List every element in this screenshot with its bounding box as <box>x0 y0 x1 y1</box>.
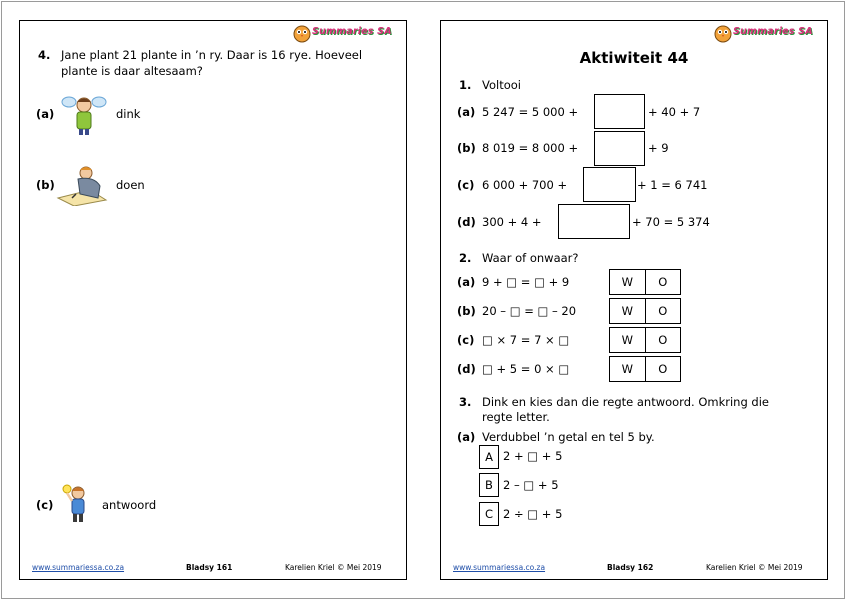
footer-author: Karelien Kriel © Mei 2019 <box>285 563 382 572</box>
q2b-label: (b) <box>457 304 476 318</box>
q3a-text: Verdubbel ’n getal en tel 5 by. <box>482 430 655 444</box>
q2c-label: (c) <box>457 333 475 347</box>
logo-text: Summaries SA <box>312 26 392 37</box>
page-161 <box>19 20 407 580</box>
footer-author: Karelien Kriel © Mei 2019 <box>706 563 803 572</box>
q2c-false-option[interactable]: O <box>645 328 681 352</box>
q2d-false-option[interactable]: O <box>645 357 681 381</box>
q2c-true-false-choice <box>609 327 681 353</box>
question-text-line-2: plante is daar altesaam? <box>61 64 203 78</box>
q3-text-line-1: Dink en kies dan die regte antwoord. Omkring die <box>482 395 769 409</box>
q1d-answer-box[interactable] <box>558 204 630 239</box>
option-c-letter[interactable]: C <box>479 502 499 526</box>
step-label-a: (a) <box>36 107 55 121</box>
q2d-expression: □ + 5 = 0 × □ <box>482 362 570 376</box>
q1b-before: 8 019 = 8 000 + <box>482 141 579 155</box>
q2a-false-option[interactable]: O <box>645 270 681 294</box>
q1d-before: 300 + 4 + <box>482 215 542 229</box>
q2c-expression: □ × 7 = 7 × □ <box>482 333 570 347</box>
summaries-sa-logo <box>292 23 400 45</box>
step-text-b: doen <box>116 178 145 192</box>
step-text-c: antwoord <box>102 498 157 512</box>
footer-page-number: Bladsy 161 <box>186 563 233 572</box>
idea-boy-icon <box>62 483 92 525</box>
q2-number: 2. <box>459 251 472 265</box>
q1c-answer-box[interactable] <box>583 167 636 202</box>
q1c-label: (c) <box>457 178 475 192</box>
q2a-true-false-choice <box>609 269 681 295</box>
question-text-line-1: Jane plant 21 plante in ’n ry. Daar is 16 rye. Hoeveel <box>61 48 363 62</box>
q1b-after: + 9 <box>648 141 669 155</box>
q2d-true-false-choice <box>609 356 681 382</box>
logo-text: Summaries SA <box>733 26 813 37</box>
q2c-true-option[interactable]: W <box>621 333 633 347</box>
q1a-after: + 40 + 7 <box>648 105 701 119</box>
summaries-sa-logo <box>713 23 821 45</box>
step-label-c: (c) <box>36 498 54 512</box>
q1-number: 1. <box>459 78 472 92</box>
thinking-boy-icon <box>60 93 108 135</box>
q1a-before: 5 247 = 5 000 + <box>482 105 579 119</box>
q2d-true-option[interactable]: W <box>621 362 633 376</box>
q3a-label: (a) <box>457 430 476 444</box>
footer-website-link[interactable]: www.summariessa.co.za <box>32 563 125 572</box>
step-label-b: (b) <box>36 178 55 192</box>
q3-number: 3. <box>459 395 472 409</box>
q2b-false-option[interactable]: O <box>645 299 681 323</box>
option-b-expression: 2 – □ + 5 <box>503 478 559 492</box>
owl-mascot-icon <box>292 23 312 45</box>
option-c-expression: 2 ÷ □ + 5 <box>503 507 563 521</box>
q2d-label: (d) <box>457 362 476 376</box>
q2b-expression: 20 – □ = □ – 20 <box>482 304 577 318</box>
option-a-expression: 2 + □ + 5 <box>503 449 563 463</box>
page-162 <box>440 20 828 580</box>
q1b-answer-box[interactable] <box>594 131 645 166</box>
option-b-letter[interactable]: B <box>479 473 499 497</box>
q1c-after: + 1 = 6 741 <box>637 178 708 192</box>
owl-mascot-icon <box>713 23 733 45</box>
q2a-true-option[interactable]: W <box>621 275 633 289</box>
q2a-label: (a) <box>457 275 476 289</box>
q2a-expression: 9 + □ = □ + 9 <box>482 275 570 289</box>
activity-title: Aktiwiteit 44 <box>579 49 689 67</box>
question-number: 4. <box>38 48 51 62</box>
footer-website-link[interactable]: www.summariessa.co.za <box>453 563 546 572</box>
writing-man-icon <box>54 164 110 206</box>
q1d-label: (d) <box>457 215 476 229</box>
q1c-before: 6 000 + 700 + <box>482 178 568 192</box>
option-a-letter[interactable]: A <box>479 445 499 469</box>
q1a-answer-box[interactable] <box>594 94 645 129</box>
q1b-label: (b) <box>457 141 476 155</box>
q1a-label: (a) <box>457 105 476 119</box>
q2b-true-false-choice <box>609 298 681 324</box>
footer-page-number: Bladsy 162 <box>607 563 654 572</box>
step-text-a: dink <box>116 107 141 121</box>
q1-heading: Voltooi <box>482 78 521 92</box>
q3-text-line-2: regte letter. <box>482 410 550 424</box>
q2-heading: Waar of onwaar? <box>482 251 579 265</box>
q2b-true-option[interactable]: W <box>621 304 633 318</box>
q1d-after: + 70 = 5 374 <box>632 215 710 229</box>
